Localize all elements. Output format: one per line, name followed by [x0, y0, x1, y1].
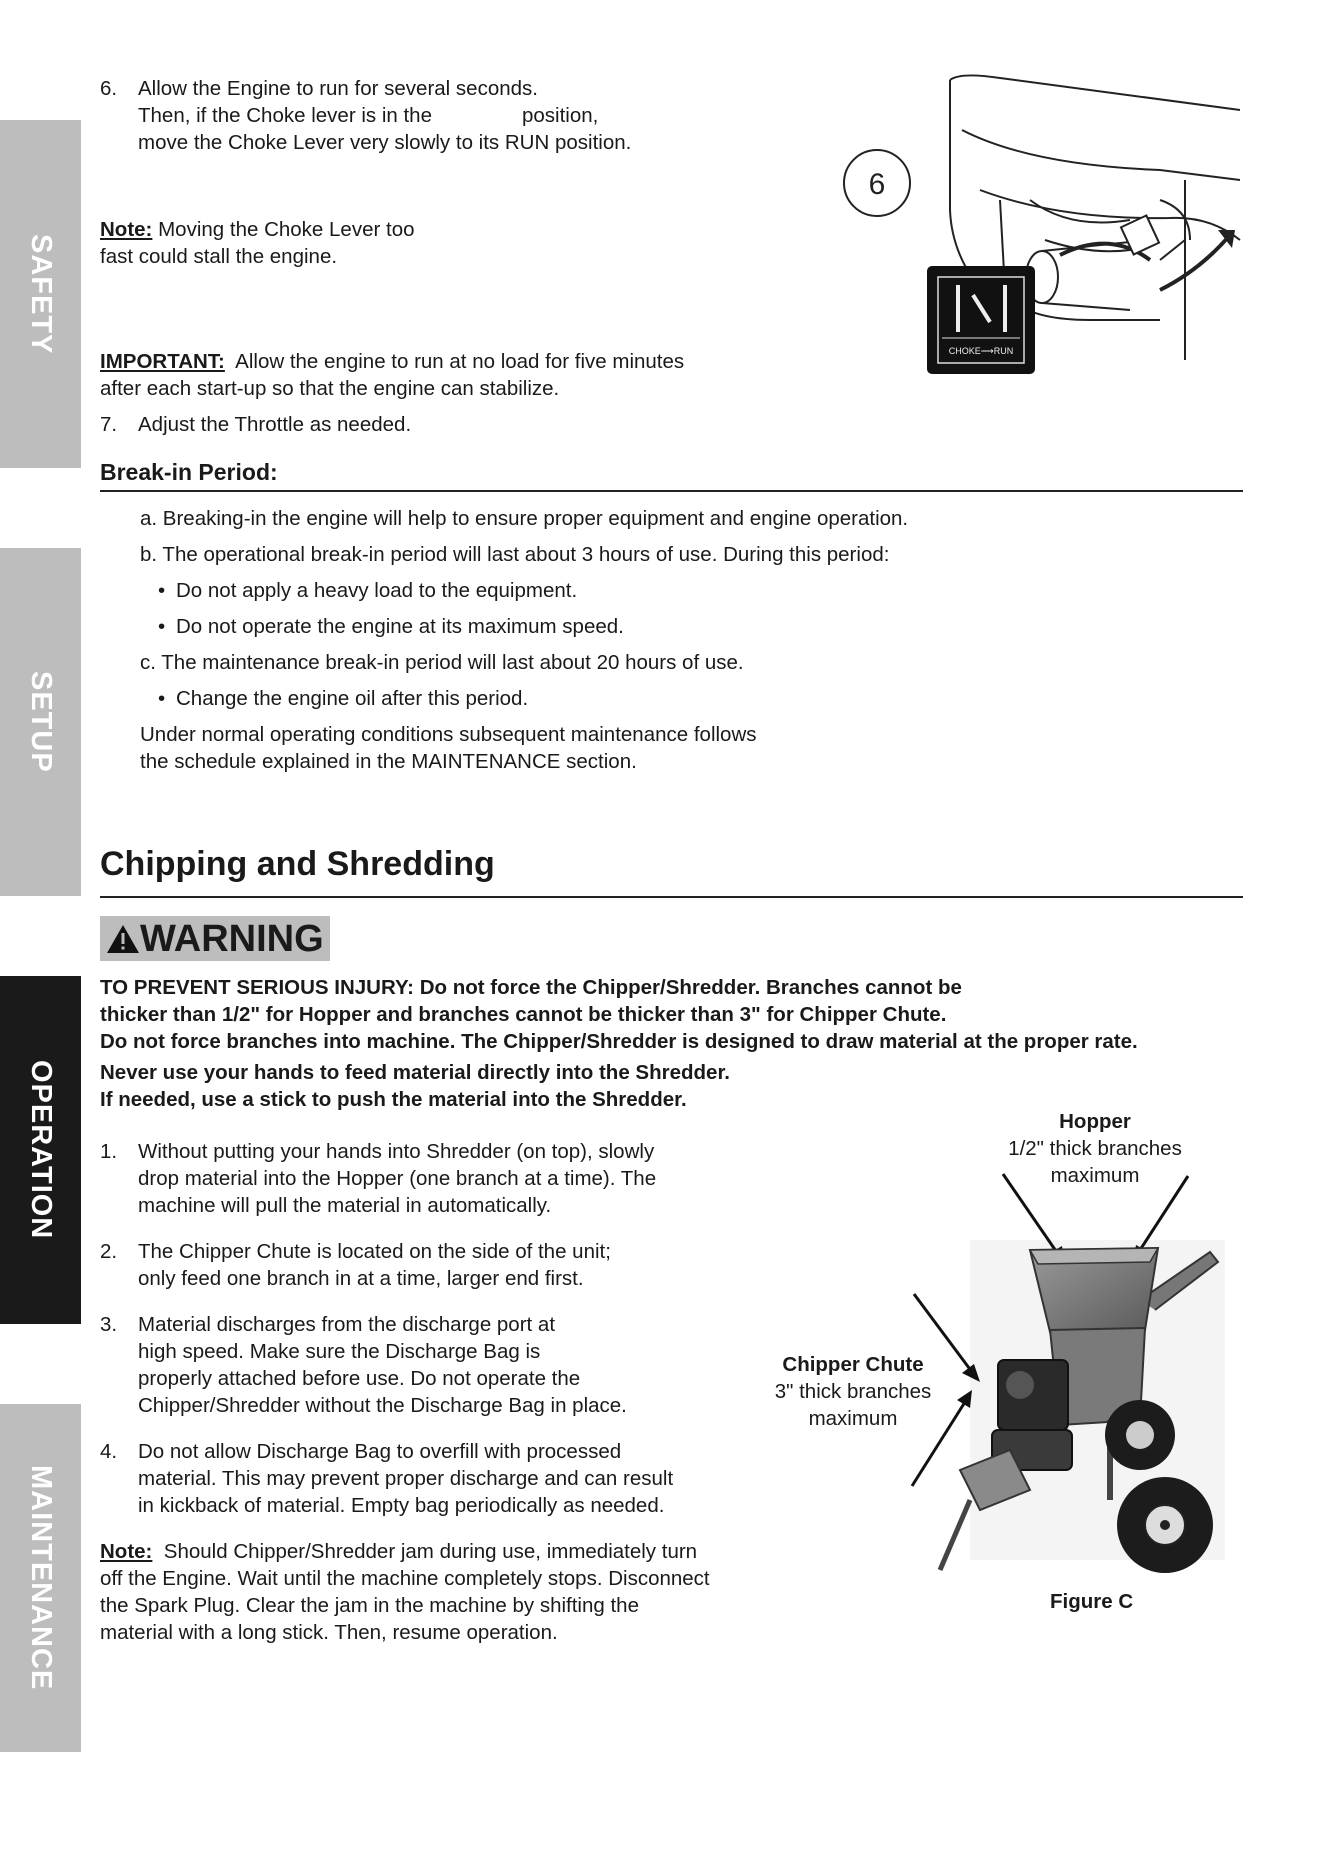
chute-title: Chipper Chute — [782, 1353, 924, 1376]
hopper-line1: 1/2" thick branches — [1008, 1137, 1182, 1160]
warning-line2: thicker than 1/2" for Hopper and branches cannot be thicker than 3" for Chipper Chute. — [100, 1003, 947, 1026]
important-line2: after each start-up so that the engine can stabilize. — [100, 377, 560, 400]
warning-line1: TO PREVENT SERIOUS INJURY: Do not force the Chipper/Shredder. Branches cannot be — [100, 976, 962, 999]
important-line1: Allow the engine to run at no load for five minutes — [235, 350, 685, 373]
step-line: Material discharges from the discharge port at — [138, 1313, 556, 1336]
tab-setup-label: SETUP — [25, 671, 57, 773]
note-label: Note: — [100, 218, 153, 241]
step-number: 1. — [100, 1140, 118, 1163]
tab-setup[interactable] — [0, 548, 81, 896]
tab-safety[interactable] — [0, 120, 81, 468]
step-6 — [100, 75, 720, 156]
jam-note-line: the Spark Plug. Clear the jam in the machine by shifting the — [100, 1594, 639, 1617]
step-line: high speed. Make sure the Discharge Bag is — [138, 1340, 541, 1363]
choke-run-plate: CHOKE⟶RUN — [948, 346, 1014, 356]
jam-note-line: Should Chipper/Shredder jam during use, immediately turn — [163, 1540, 698, 1563]
step-line: Do not allow Discharge Bag to overfill with processed — [138, 1440, 622, 1463]
warning-label: WARNING — [140, 918, 324, 960]
step-line: properly attached before use. Do not operate the — [138, 1367, 581, 1390]
warning-line5: If needed, use a stick to push the material into the Shredder. — [100, 1088, 687, 1111]
step-line: drop material into the Hopper (one branch at a time). The — [138, 1167, 657, 1190]
step-6-line2a: Then, if the Choke lever is in the — [138, 104, 432, 127]
step-line: material. This may prevent proper discharge and can result — [138, 1467, 674, 1490]
breakin-c1: Change the engine oil after this period. — [176, 687, 529, 710]
chute-arrows — [900, 1290, 1000, 1490]
step-line: in kickback of material. Empty bag periodically as needed. — [138, 1494, 665, 1517]
step-number: 2. — [100, 1240, 118, 1263]
breakin-under2: the schedule explained in the MAINTENANCE section. — [140, 750, 637, 773]
note-line1: Moving the Choke Lever too — [158, 218, 415, 241]
tab-maintenance[interactable] — [0, 1404, 81, 1752]
step-line: only feed one branch in at a time, larger end first. — [138, 1267, 584, 1290]
note-line2: fast could stall the engine. — [100, 245, 338, 268]
important-note — [100, 348, 800, 402]
breakin-b: b. The operational break-in period will last about 3 hours of use. During this period: — [140, 543, 890, 566]
chute-line2: maximum — [808, 1407, 898, 1430]
hopper-title: Hopper — [1059, 1110, 1131, 1133]
tab-operation-label: OPERATION — [25, 1060, 57, 1240]
warning-text — [100, 974, 1250, 1113]
hopper-line2: maximum — [1050, 1164, 1140, 1187]
breakin-list — [140, 505, 1140, 775]
step-line: The Chipper Chute is located on the side of the unit; — [138, 1240, 611, 1263]
step-line: Without putting your hands into Shredder (on top), slowly — [138, 1140, 655, 1163]
jam-note-line: material with a long stick. Then, resume operation. — [100, 1621, 558, 1644]
tab-operation[interactable] — [0, 976, 81, 1324]
breakin-b2-row: • Do not operate the engine at its maximum speed. — [158, 615, 624, 638]
chute-line1: 3" thick branches — [774, 1380, 932, 1403]
step-number: 3. — [100, 1313, 118, 1336]
chipping-step-3 — [100, 1311, 800, 1419]
chipping-step-4 — [100, 1438, 800, 1519]
step-6-line2b: position, — [522, 104, 599, 127]
breakin-c1-row: • Change the engine oil after this period. — [158, 687, 529, 710]
warning-line4: Never use your hands to feed material directly into the Shredder. — [100, 1061, 730, 1084]
jam-note-label: Note: — [100, 1540, 153, 1563]
jam-note-line: off the Engine. Wait until the machine completely stops. Disconnect — [100, 1567, 710, 1590]
step-6-number: 6. — [100, 77, 118, 100]
step-7-number: 7. — [100, 413, 118, 436]
step-number: 4. — [100, 1440, 118, 1463]
chipping-rule — [100, 896, 1243, 898]
step-6-line1: Allow the Engine to run for several seconds. — [138, 77, 538, 100]
breakin-under1: Under normal operating conditions subsequent maintenance follows — [140, 723, 757, 746]
figure-c-caption: Figure C — [1050, 1590, 1134, 1613]
tab-safety-label: SAFETY — [25, 233, 57, 355]
chipping-steps — [100, 1138, 800, 1646]
jam-note — [100, 1538, 800, 1646]
breakin-a: a. Breaking-in the engine will help to ensure proper equipment and engine operation. — [140, 507, 909, 530]
warning-line3: Do not force branches into machine. The Chipper/Shredder is designed to draw material at the proper rate. — [100, 1030, 1138, 1053]
warning-badge — [100, 916, 330, 961]
breakin-rule — [100, 490, 1243, 492]
step-7 — [100, 411, 411, 438]
chipping-step-2 — [100, 1238, 800, 1292]
choke-lever-illustration — [830, 70, 1250, 380]
important-label: IMPORTANT: — [100, 350, 225, 373]
tab-maintenance-label: MAINTENANCE — [25, 1465, 57, 1691]
figure-6-callout: 6 — [868, 168, 886, 201]
breakin-b2: Do not operate the engine at its maximum speed. — [176, 615, 624, 638]
breakin-title: Break-in Period: — [100, 459, 278, 485]
step-line: Chipper/Shredder without the Discharge Bag in place. — [138, 1394, 627, 1417]
note-choke — [100, 216, 580, 270]
warning-triangle-icon — [106, 924, 140, 954]
breakin-c: c. The maintenance break-in period will last about 20 hours of use. — [140, 651, 744, 674]
chipping-step-1 — [100, 1138, 800, 1219]
breakin-b1-row: • Do not apply a heavy load to the equipment. — [158, 579, 578, 602]
step-6-line3: move the Choke Lever very slowly to its RUN position. — [138, 131, 632, 154]
chipping-title: Chipping and Shredding — [100, 845, 495, 883]
breakin-b1: Do not apply a heavy load to the equipment. — [176, 579, 578, 602]
step-line: machine will pull the material in automatically. — [138, 1194, 552, 1217]
step-7-text: Adjust the Throttle as needed. — [138, 413, 412, 436]
